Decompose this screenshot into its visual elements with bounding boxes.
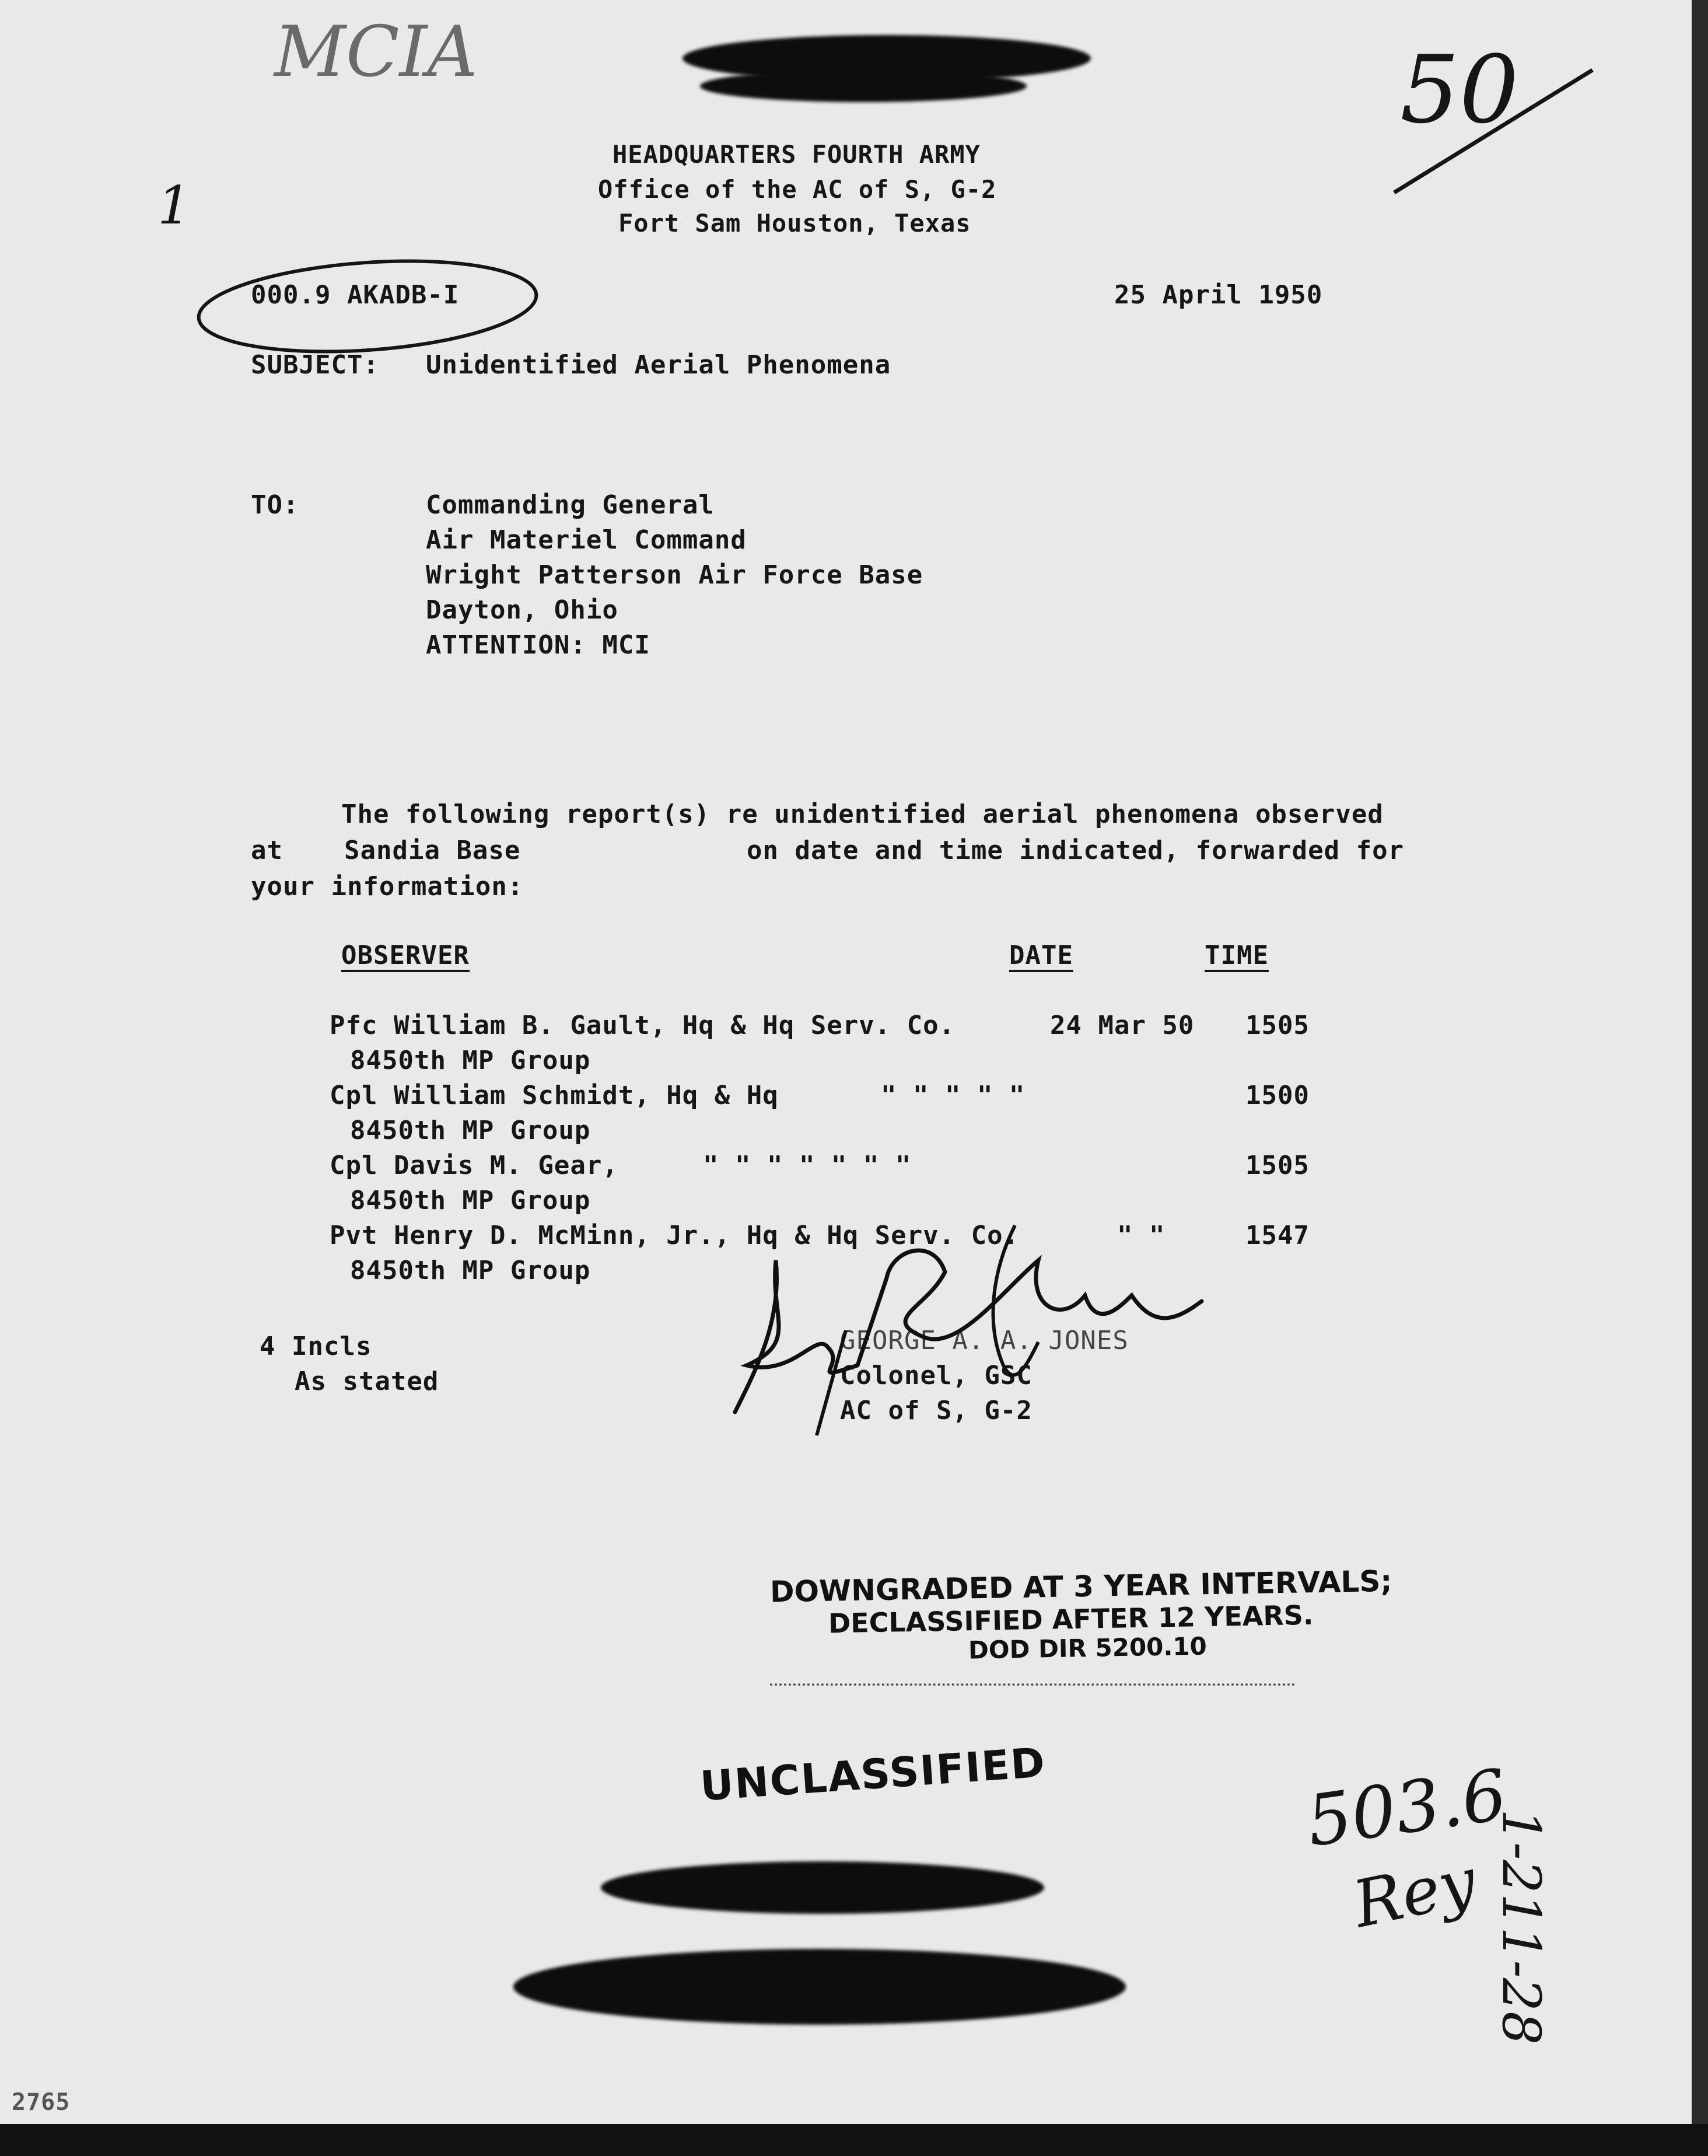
signer-name: GEORGE A. A. JONES <box>840 1326 1129 1355</box>
observer-2: Cpl William Schmidt, Hq & Hq <box>330 1081 779 1110</box>
page-number-stamp: 2765 <box>12 2089 71 2116</box>
observer-4: Pvt Henry D. McMinn, Jr., Hq & Hq Serv. Co. <box>330 1221 1020 1250</box>
enclosures-note: As stated <box>295 1367 439 1396</box>
downgrade-stamp-line-2: DECLASSIFIED AFTER 12 YEARS. <box>828 1599 1314 1640</box>
to-line-2: Air Materiel Command <box>426 525 747 555</box>
unit-4: 8450th MP Group <box>350 1256 591 1285</box>
dotted-rule <box>770 1683 1295 1686</box>
letter-date: 25 April 1950 <box>1114 280 1323 310</box>
handwritten-top-left: MCIA <box>274 12 478 93</box>
body-line-1: The following report(s) re unidentified aerial phenomena observed <box>341 799 1384 829</box>
unit-1: 8450th MP Group <box>350 1046 591 1075</box>
redaction-top-2 <box>700 70 1027 102</box>
time-3: 1505 <box>1245 1151 1310 1180</box>
time-2: 1500 <box>1245 1081 1310 1110</box>
enclosures-count: 4 Incls <box>260 1332 372 1361</box>
subject-text: Unidentified Aerial Phenomena <box>426 350 891 380</box>
date-1: 24 Mar 50 <box>1050 1011 1195 1040</box>
handwritten-signature <box>712 1190 1237 1447</box>
handwritten-margin-mark: 1 <box>158 175 191 236</box>
to-label: TO: <box>251 490 299 520</box>
time-1: 1505 <box>1245 1011 1310 1040</box>
letterhead-line-2: Office of the AC of S, G-2 <box>598 175 997 204</box>
to-line-5: ATTENTION: MCI <box>426 630 650 660</box>
date-3: " " " " " " " <box>703 1151 912 1180</box>
handwritten-slash-mark <box>1388 58 1598 198</box>
handwritten-file-number: 503.6 <box>1301 1754 1512 1863</box>
downgrade-stamp-line-1: DOWNGRADED AT 3 YEAR INTERVALS; <box>769 1564 1392 1609</box>
letterhead-line-1: HEADQUARTERS FOURTH ARMY <box>612 140 981 169</box>
letterhead-line-3: Fort Sam Houston, Texas <box>618 209 971 237</box>
subject-label: SUBJECT: <box>251 350 379 380</box>
body-line-3: your information: <box>251 872 524 901</box>
scan-border <box>0 2124 1708 2156</box>
signer-rank: Colonel, GSC <box>840 1361 1032 1390</box>
date-2: " " " " " <box>881 1081 1026 1110</box>
date-4: " " <box>1117 1221 1166 1250</box>
body-line-2: on date and time indicated, forwarded for <box>747 836 1405 865</box>
observer-1: Pfc William B. Gault, Hq & Hq Serv. Co. <box>330 1011 956 1040</box>
observer-3: Cpl Davis M. Gear, <box>330 1151 618 1180</box>
handwritten-margin-number: 1-211-28 <box>1490 1809 1552 2045</box>
to-line-1: Commanding General <box>426 490 715 520</box>
redaction-bottom-1 <box>601 1861 1044 1914</box>
to-line-4: Dayton, Ohio <box>426 595 618 625</box>
body-location: Sandia Base <box>344 836 521 865</box>
to-line-3: Wright Patterson Air Force Base <box>426 560 923 590</box>
signer-title: AC of S, G-2 <box>840 1396 1032 1425</box>
redaction-bottom-2 <box>513 1949 1126 2025</box>
unclassified-stamp: UNCLASSIFIED <box>698 1738 1048 1811</box>
unit-2: 8450th MP Group <box>350 1116 591 1145</box>
file-number: 000.9 AKADB-I <box>251 280 460 310</box>
downgrade-stamp-line-3: DOD DIR 5200.10 <box>968 1631 1208 1665</box>
header-time: TIME <box>1205 941 1269 970</box>
time-4: 1547 <box>1245 1221 1310 1250</box>
header-date: DATE <box>1009 941 1073 970</box>
page-edge <box>1692 0 1708 2124</box>
header-observer: OBSERVER <box>341 941 470 970</box>
unit-3: 8450th MP Group <box>350 1186 591 1215</box>
body-at: at <box>251 836 283 865</box>
handwritten-initials: Rey <box>1346 1843 1483 1942</box>
handwritten-top-right: 50 <box>1400 35 1519 144</box>
